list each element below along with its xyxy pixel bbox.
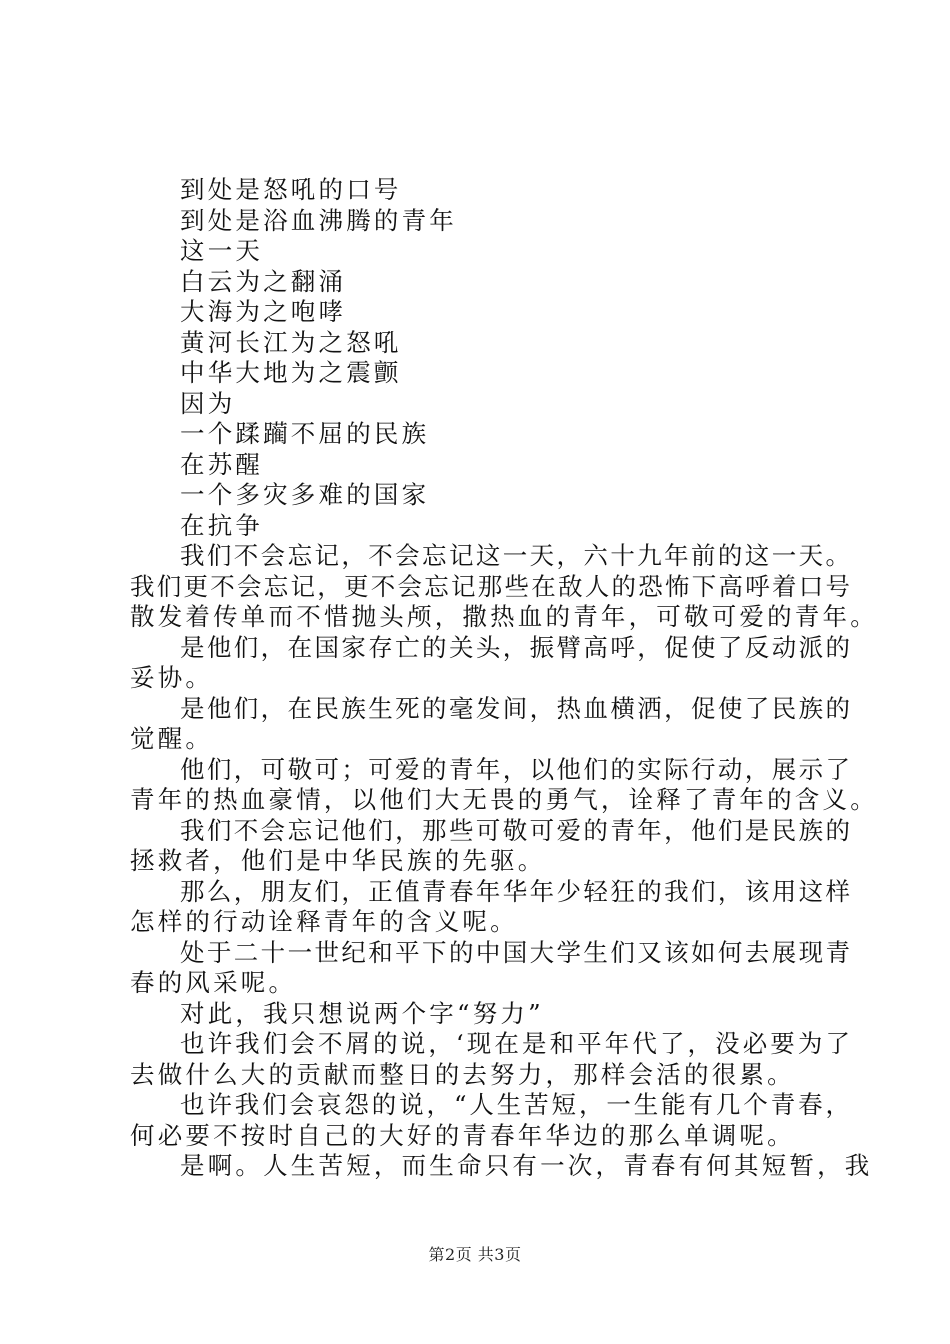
paragraph-first-line: 是他们，在民族生死的毫发间，热血横洒，促使了民族的: [180, 693, 850, 723]
paragraph-line: 我们更不会忘记，更不会忘记那些在敌人的恐怖下高呼着口号: [130, 571, 850, 601]
poem-line: 一个多灾多难的国家: [180, 480, 430, 509]
poem-line: 一个蹂躏不屈的民族: [180, 419, 430, 448]
paragraph-line: 何必要不按时自己的大好的青春年华边的那么单调呢。: [130, 1120, 795, 1150]
paragraph-first-line: 也许我们会哀怨的说，“人生苦短，一生能有几个青春，: [180, 1090, 850, 1119]
paragraph-first-line: 是他们，在国家存亡的关头，振臂高呼，促使了反动派的: [180, 632, 850, 662]
paragraph-first-line: 也许我们会不屑的说，‘现在是和平年代了，没必要为了: [180, 1029, 850, 1058]
poem-line: 黄河长江为之怒吼: [180, 327, 402, 357]
paragraph-first-line: 他们，可敬可；可爱的青年，以他们的实际行动，展示了: [180, 754, 850, 784]
paragraph-line: 春的风采呢。: [130, 968, 297, 997]
paragraph-line: 觉醒。: [130, 724, 214, 753]
poem-line: 在抗争: [180, 510, 264, 540]
poem-line: 到处是怒吼的口号: [180, 175, 402, 204]
paragraph-first-line: 是啊。人生苦短，而生命只有一次，青春有何其短暂，我: [180, 1151, 873, 1180]
paragraph-first-line: 处于二十一世纪和平下的中国大学生们又该如何去展现青: [180, 937, 850, 967]
paragraph-line: 青年的热血豪情，以他们大无畏的勇气，诠释了青年的含义。: [130, 785, 878, 814]
poem-line: 白云为之翻涌: [180, 266, 347, 296]
poem-line: 大海为之咆哮: [180, 297, 347, 326]
poem-line: 因为: [180, 388, 236, 418]
paragraph-first-line: 那么，朋友们，正值青春年华年少轻狂的我们，该用这样: [180, 876, 850, 906]
paragraph-line: 怎样的行动诠释青年的含义呢。: [130, 907, 518, 936]
paragraph-first-line: 对此，我只想说两个字“努力”: [180, 998, 544, 1028]
document-body: [130, 175, 878, 1182]
poem-line: 中华大地为之震颤: [180, 358, 402, 387]
paragraph-first-line: 我们不会忘记他们，那些可敬可爱的青年，他们是民族的: [180, 815, 850, 845]
poem-line: 这一天: [180, 236, 264, 265]
paragraph-line: 拯救者，他们是中华民族的先驱。: [130, 846, 546, 875]
paragraph-first-line: 我们不会忘记，不会忘记这一天，六十九年前的这一天。: [180, 541, 850, 570]
paragraph-line: 散发着传单而不惜抛头颅，撒热血的青年，可敬可爱的青年。: [130, 602, 878, 631]
paragraph-line: 去做什么大的贡献而整日的去努力，那样会活的很累。: [130, 1059, 795, 1089]
poem-line: 到处是浴血沸腾的青年: [180, 205, 457, 235]
page-footer: 第2页 共3页: [428, 1245, 522, 1264]
paragraph-line: 妥协。: [130, 663, 214, 692]
poem-line: 在苏醒: [180, 449, 264, 479]
